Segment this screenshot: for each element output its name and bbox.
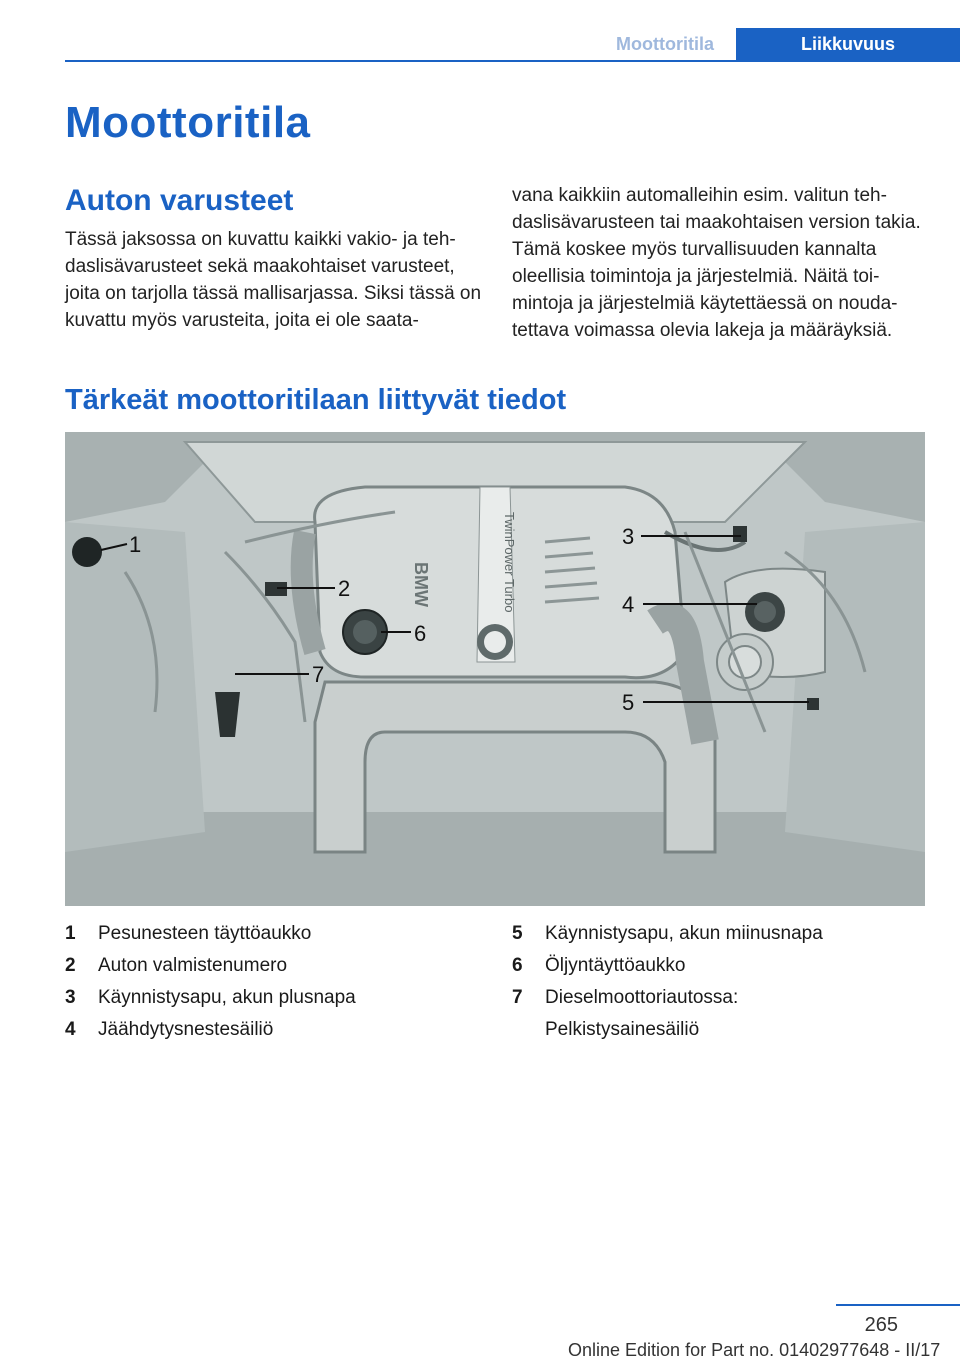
intro-paragraph-right: vana kaikkiin automalleihin esim. valitun tehdaslisävarusteen tai maakohtaisen version takia. Tämä koskee myös turvallisuuden kannalta oleellisia toimintoja ja järjestelmiä. Näitä toimintoja ja järjestelmiä käytettäessä on noudatettava voimassa olevia lakeja ja määräyksiä. <box>512 185 921 341</box>
legend-text: Käynnistysapu, akun plusnapa <box>98 987 356 1008</box>
callout-3: 3 <box>622 524 635 549</box>
page-number: 265 <box>864 1314 898 1336</box>
page-title: Moottoritila <box>65 98 311 147</box>
header-section-label: Moottoritila <box>616 34 714 54</box>
legend-text: Dieselmoottoriautossa: <box>545 987 739 1008</box>
brand-text: BMW <box>411 562 431 607</box>
legend-item <box>65 950 485 982</box>
legend-number: 1 <box>65 923 76 944</box>
legend-number: 6 <box>512 955 523 976</box>
legend-text: Pelkistysainesäiliö <box>545 1019 700 1040</box>
legend-item <box>512 950 932 982</box>
legend-item <box>65 918 485 950</box>
legend-item-continuation <box>512 1014 932 1046</box>
edition-footer: Online Edition for Part no. 01402977648 - II/17 <box>568 1340 941 1360</box>
callout-1: 1 <box>129 532 142 557</box>
callout-2: 2 <box>338 576 351 601</box>
callout-4: 4 <box>622 592 635 617</box>
legend-text: Käynnistysapu, akun miinusnapa <box>545 923 823 944</box>
legend-number: 2 <box>65 955 76 976</box>
legend-number: 5 <box>512 923 523 944</box>
intro-paragraph-left: Tässä jaksossa on kuvattu kaikki vakio- ja tehdaslisävarusteet sekä maakohtaiset varusteet, joita on tarjolla tässä mallisarjassa. Siksi tässä on kuvattu myös varusteita, joita ei ole saata- <box>65 229 482 331</box>
legend-text: Auton valmistenumero <box>98 955 288 976</box>
legend-item <box>512 982 932 1014</box>
callout-5: 5 <box>622 690 635 715</box>
legend-text: Pesunesteen täyttöaukko <box>98 923 312 944</box>
header-chapter-tab[interactable]: Liikkuvuus <box>736 28 960 60</box>
legend-list-left <box>65 918 485 1046</box>
callout-6: 6 <box>414 621 427 646</box>
engine-badge-text: TwinPower Turbo <box>502 512 517 613</box>
section-heading-engine-info: Tärkeät moottoritilaan liittyvät tiedot <box>65 384 567 416</box>
legend-number: 7 <box>512 987 523 1008</box>
legend-number: 3 <box>65 987 76 1008</box>
legend-item <box>512 918 932 950</box>
engine-illustration <box>65 432 925 906</box>
legend-number: 4 <box>65 1019 76 1040</box>
legend-list-right <box>512 918 932 1046</box>
legend-item <box>65 1014 485 1046</box>
callout-7: 7 <box>312 662 325 687</box>
section-heading-equipment: Auton varusteet <box>65 184 294 217</box>
engine-compartment-figure <box>65 432 925 906</box>
legend-text: Jäähdytysnestesäiliö <box>98 1019 274 1040</box>
footer-rule <box>836 1304 960 1306</box>
legend-item <box>65 982 485 1014</box>
header-rule <box>65 60 960 62</box>
legend-text: Öljyntäyttöaukko <box>545 955 686 976</box>
